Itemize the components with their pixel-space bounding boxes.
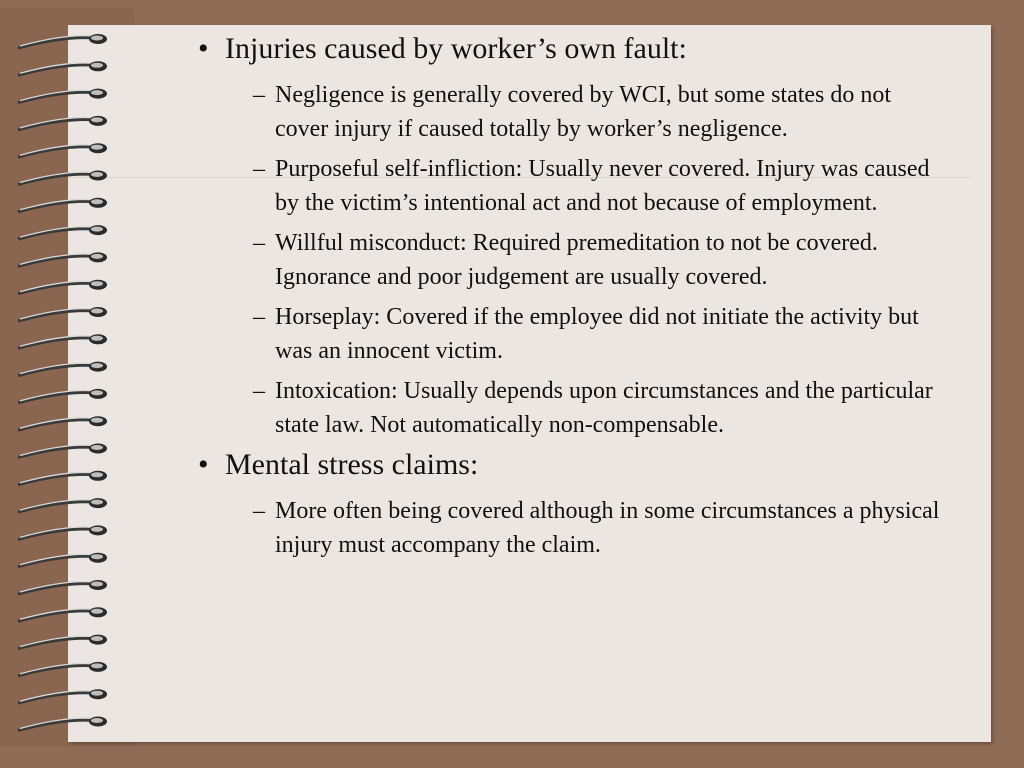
spiral-coil	[18, 689, 107, 703]
spiral-coil	[18, 389, 107, 403]
sub-text: Willful misconduct: Required premeditation to not be covered. Ignorance and poor judgement are usually covered.	[275, 230, 878, 290]
spiral-coil	[18, 553, 107, 567]
sub-item-intoxication	[195, 374, 947, 442]
sub-item-self-infliction	[195, 152, 947, 220]
spiral-coil	[18, 498, 107, 512]
spiral-coil	[18, 198, 107, 212]
sub-text: Negligence is generally covered by WCI, but some states do not cover injury if caused totally by worker’s negligence.	[275, 82, 892, 142]
spiral-binding	[0, 0, 140, 768]
sub-marker: –	[253, 82, 265, 108]
slide-content	[195, 32, 975, 568]
sub-marker: –	[253, 304, 265, 330]
bullet-injuries-fault	[195, 32, 975, 66]
spiral-coil	[18, 89, 107, 103]
sub-list-injuries	[195, 78, 975, 442]
spiral-coil	[18, 61, 107, 75]
spiral-coil	[18, 444, 107, 458]
spiral-coil	[18, 171, 107, 185]
spiral-coil	[18, 362, 107, 376]
sub-list-mental	[195, 494, 975, 562]
sub-text: Intoxication: Usually depends upon circumstances and the particular state law. Not automatically non-compensable.	[275, 378, 933, 438]
spiral-coil	[18, 34, 107, 48]
sub-text: Horseplay: Covered if the employee did not initiate the activity but was an innocent victim.	[275, 304, 919, 364]
sub-item-horseplay	[195, 300, 947, 368]
sub-marker: –	[253, 230, 265, 256]
spiral-coil	[18, 143, 107, 157]
spiral-coil	[18, 116, 107, 130]
sub-item-mental-coverage	[195, 494, 947, 562]
spiral-coil	[18, 334, 107, 348]
spiral-coil	[18, 580, 107, 594]
sub-marker: –	[253, 498, 265, 524]
sub-marker: –	[253, 378, 265, 404]
spiral-coil	[18, 416, 107, 430]
bullet-text: Mental stress claims:	[225, 448, 479, 481]
bullet-marker: •	[198, 32, 209, 65]
sub-marker: –	[253, 156, 265, 182]
sub-text: Purposeful self-infliction: Usually never covered. Injury was caused by the victim’s intentional act and not because of employment.	[275, 156, 930, 216]
spiral-coil	[18, 662, 107, 676]
bullet-marker: •	[198, 448, 209, 481]
spiral-coil	[18, 525, 107, 539]
spiral-coil	[18, 717, 107, 731]
spiral-coil	[18, 307, 107, 321]
sub-text: More often being covered although in some circumstances a physical injury must accompany the claim.	[275, 498, 940, 558]
bullet-text: Injuries caused by worker’s own fault:	[225, 32, 687, 65]
bullet-mental-stress	[195, 448, 975, 482]
spiral-coil	[18, 471, 107, 485]
sub-item-negligence	[195, 78, 947, 146]
spiral-coil	[18, 252, 107, 266]
spiral-coil	[18, 225, 107, 239]
spiral-coil	[18, 607, 107, 621]
spiral-coil	[18, 280, 107, 294]
sub-item-willful-misconduct	[195, 226, 947, 294]
spiral-coil	[18, 635, 107, 649]
